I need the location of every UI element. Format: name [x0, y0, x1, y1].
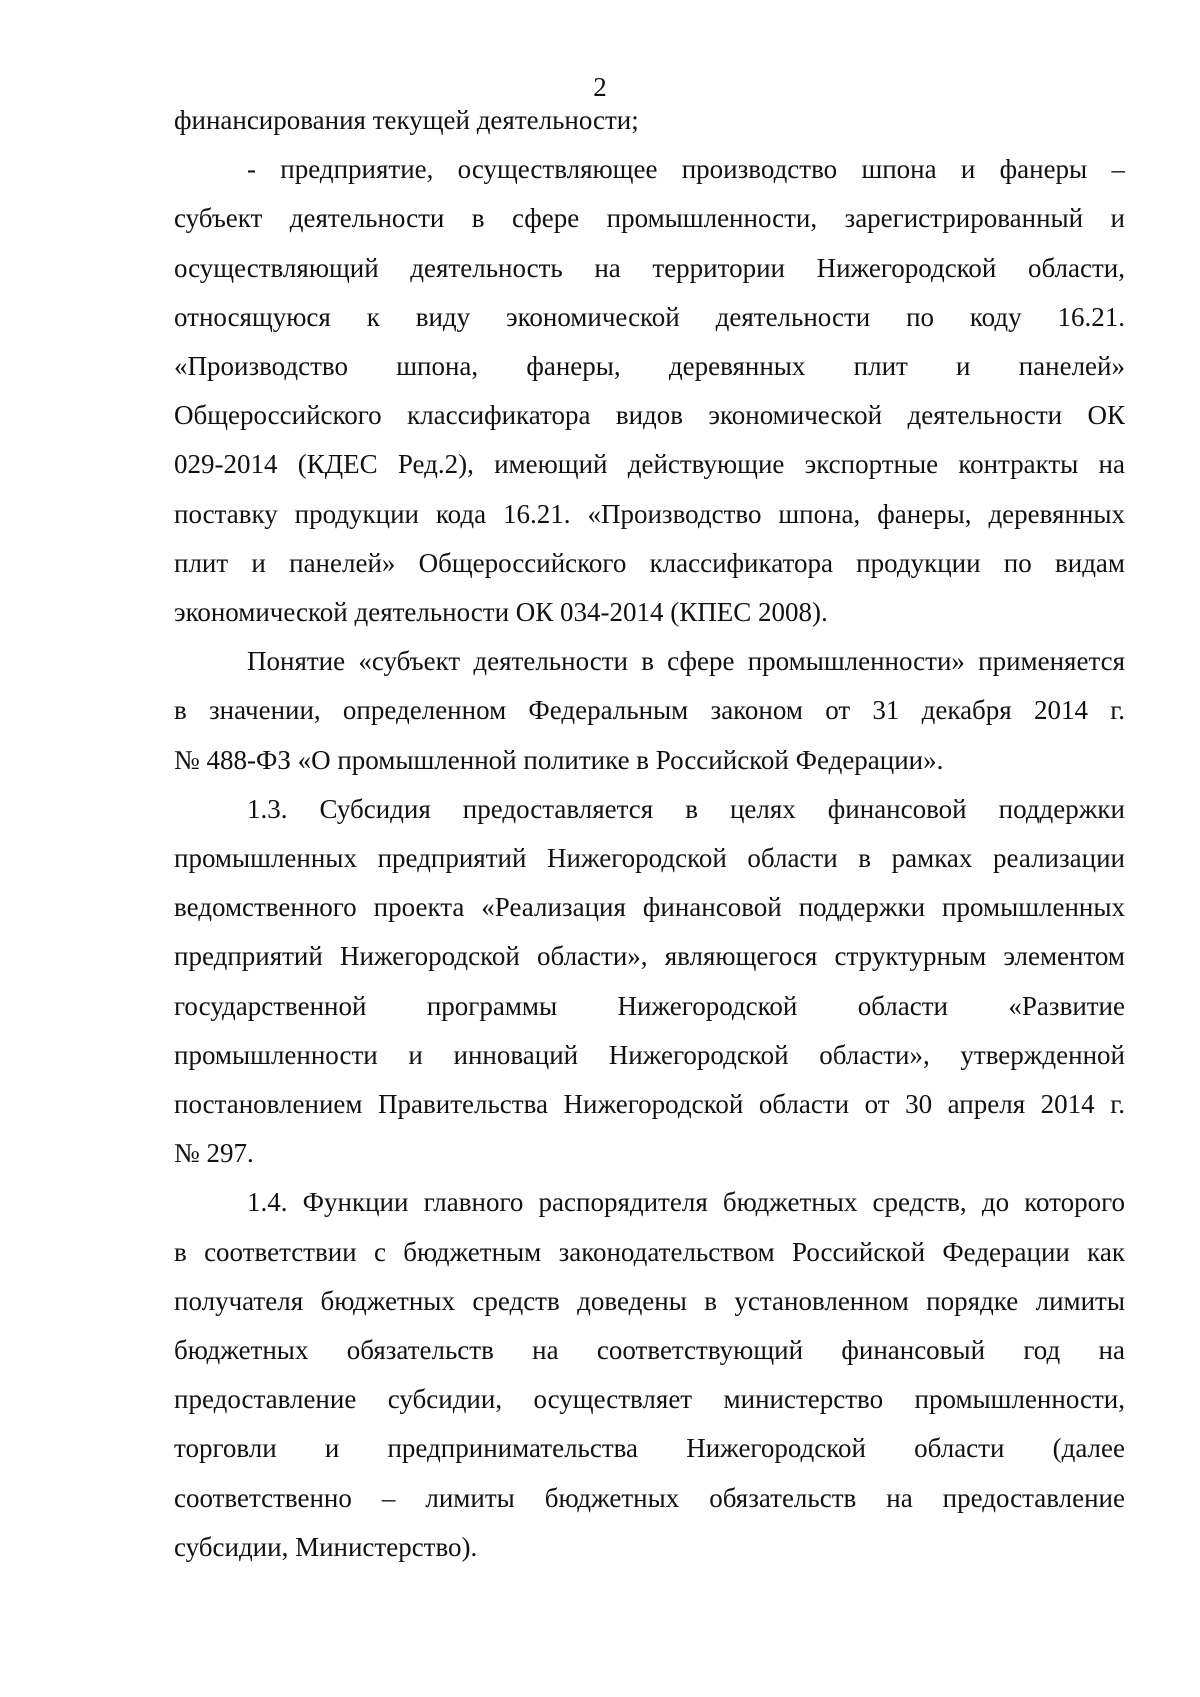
text-line: постановлением Правительства Нижегородской области от 30 апреля 2014 г.: [174, 1089, 1125, 1120]
text-line: субсидии, Министерство).: [174, 1531, 478, 1562]
paragraph: [174, 785, 1125, 1179]
text-line: в соответствии с бюджетным законодательством Российской Федерации как: [174, 1236, 1125, 1267]
text-line: Общероссийского классификатора видов экономической деятельности ОК: [174, 400, 1125, 431]
text-line: субъект деятельности в сфере промышленности, зарегистрированный и: [174, 203, 1125, 234]
text-line: в значении, определенном Федеральным законом от 31 декабря 2014 г.: [174, 695, 1125, 726]
text-line: относящуюся к виду экономической деятельности по коду 16.21.: [174, 301, 1125, 332]
page-number: 2: [593, 72, 607, 102]
text-line: - предприятие, осуществляющее производство шпона и фанеры –: [247, 154, 1125, 185]
text-line: Понятие «субъект деятельности в сфере промышленности» применяется: [247, 646, 1125, 677]
text-line: ведомственного проекта «Реализация финансовой поддержки промышленных: [174, 892, 1125, 923]
text-line: получателя бюджетных средств доведены в установленном порядке лимиты: [174, 1285, 1125, 1316]
text-line: предприятий Нижегородской области», являющегося структурным элементом: [174, 941, 1125, 972]
text-line: № 488-ФЗ «О промышленной политике в Российской Федерации».: [174, 744, 944, 775]
paragraph: [174, 1178, 1125, 1572]
text-line: 1.3. Субсидия предоставляется в целях финансовой поддержки: [247, 793, 1125, 824]
text-line: финансирования текущей деятельности;: [174, 105, 639, 135]
text-line: поставку продукции кода 16.21. «Производство шпона, фанеры, деревянных: [174, 498, 1125, 529]
text-line: промышленных предприятий Нижегородской области в рамках реализации: [174, 843, 1125, 874]
text-line: № 297.: [174, 1138, 254, 1169]
text-line: соответственно – лимиты бюджетных обязательств на предоставление: [174, 1482, 1125, 1513]
text-line: 1.4. Функции главного распорядителя бюджетных средств, до которого: [247, 1187, 1125, 1218]
text-line: плит и панелей» Общероссийского классификатора продукции по видам: [174, 547, 1125, 578]
text-line: государственной программы Нижегородской области «Развитие: [174, 990, 1125, 1021]
text-line: осуществляющий деятельность на территории Нижегородской области,: [174, 252, 1125, 283]
paragraph: [174, 637, 1125, 785]
text-line: предоставление субсидии, осуществляет министерство промышленности,: [174, 1384, 1125, 1415]
text-line: промышленности и инноваций Нижегородской области», утвержденной: [174, 1039, 1125, 1070]
text-line: экономической деятельности ОК 034-2014 (КПЕС 2008).: [174, 597, 828, 628]
paragraph: [174, 96, 1125, 145]
paragraph: [174, 145, 1125, 637]
text-line: 029-2014 (КДЕС Ред.2), имеющий действующие экспортные контракты на: [174, 449, 1125, 480]
text-line: бюджетных обязательств на соответствующий финансовый год на: [174, 1335, 1125, 1366]
text-line: «Производство шпона, фанеры, деревянных плит и панелей»: [174, 351, 1125, 382]
text-line: торговли и предпринимательства Нижегородской области (далее: [174, 1433, 1125, 1464]
document-body: [174, 96, 1125, 1572]
